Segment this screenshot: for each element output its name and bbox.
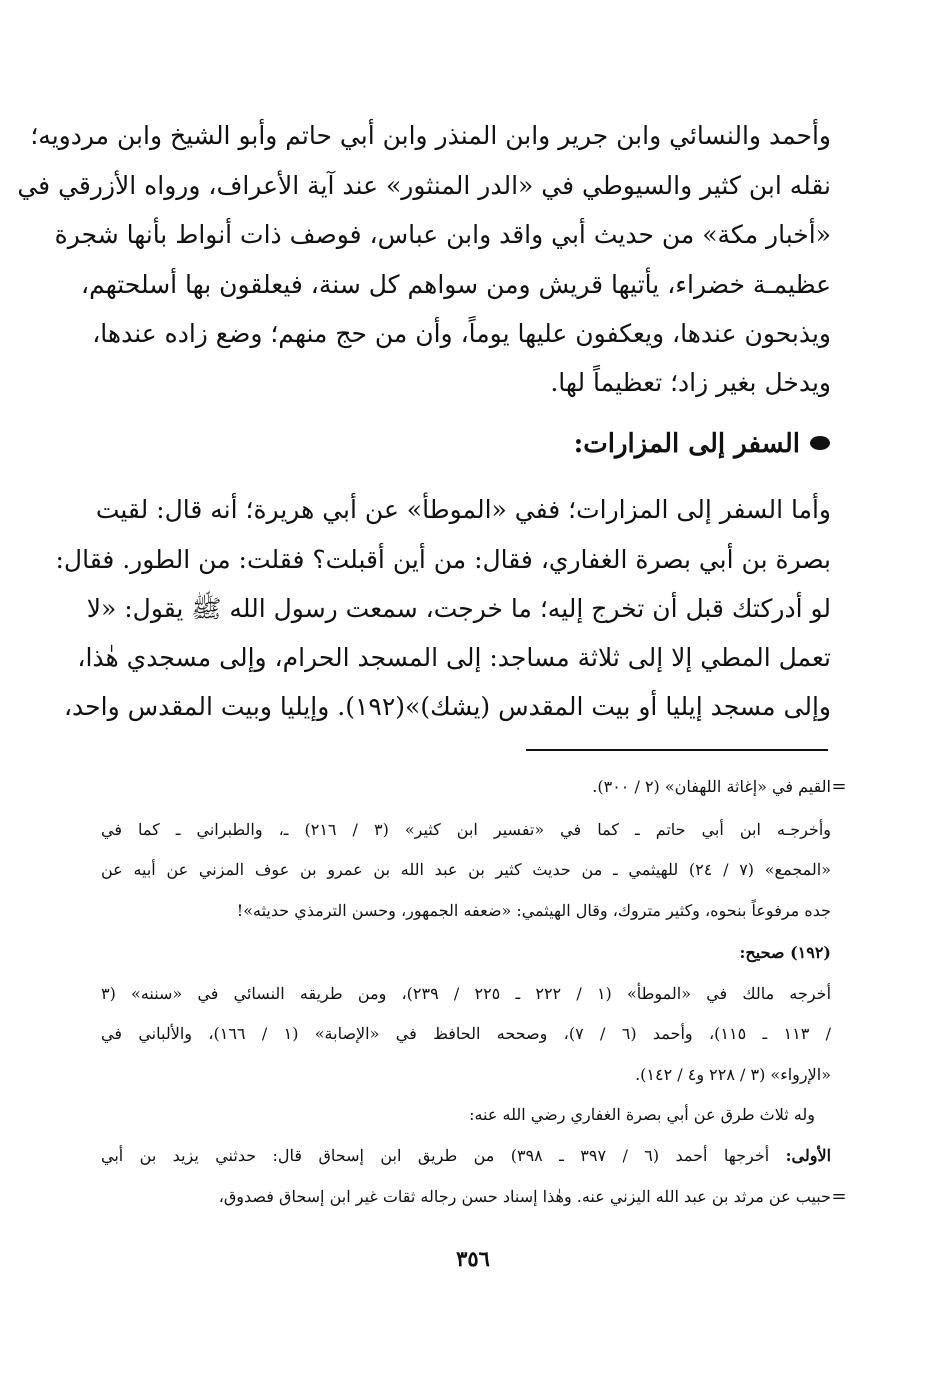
- footnote-separator: [526, 749, 828, 751]
- page-number: ٣٥٦: [456, 1246, 490, 1271]
- first-route-text: أخرجها أحمد (٦ / ٣٩٧ ـ ٣٩٨) من طريق ابن إسحاق قال: حدثني يزيد بن أبي: [101, 1146, 770, 1165]
- body-line-4: عظيمـة خضراء، يأتيها قريش ومن سواهم كل سنة، فيعلقون بها أسلحتهم،: [81, 270, 831, 299]
- footnote-line-2: وأخرجـه ابن أبي حاتم ـ كما في «تفسير ابن كثير» (٣ / ٢١٦) ـ، والطبراني ـ كما في: [101, 820, 832, 839]
- section-line-4: تعمل المطي إلا إلى ثلاثة مساجد: إلى المسجد الحرام، وإلى مسجدي هٰذا،: [77, 643, 831, 672]
- body-line-5: ويذبحون عندها، ويعكفون عليها يوماً، وأن من حج منهم؛ وضع زاده عندها،: [92, 319, 831, 348]
- footnote-line-6: أخرجه مالك في «الموطأ» (١ / ٢٢٢ ـ ٢٢٥ / ٢٣٩)، ومن طريقه النسائي في «سننه» (٣: [101, 984, 832, 1003]
- body-line-1: وأحمد والنسائي وابن جرير وابن المنذر وابن أبي حاتم وأبو الشيخ وابن مردويه؛: [30, 121, 831, 150]
- footnote-number-192: (١٩٢) صحيح:: [739, 943, 831, 962]
- section-line-1: وأما السفر إلى المزارات؛ ففي «الموطأ» عن أبي هريرة؛ أنه قال: لقيت: [95, 495, 831, 524]
- footnote-line-10: [101, 1142, 831, 1174]
- body-line-3: «أخبار مكة» من حديث أبي واقد وابن عباس، فوصف ذات أنواط بأنها شجرة: [54, 220, 831, 249]
- continuation-mark-bottom: =: [831, 1186, 847, 1207]
- body-line-2: نقله ابن كثير والسيوطي في «الدر المنثور» عند آية الأعراف، ورواه الأزرقي في: [17, 171, 831, 200]
- first-route-label: الأولى:: [785, 1146, 832, 1165]
- section-line-5: وإلى مسجد إيليا أو بيت المقدس (يشك)»(١٩٢). وإيليا وبيت المقدس واحد،: [63, 692, 831, 721]
- continuation-mark-top: =: [831, 776, 847, 797]
- footnote-line-1: القيم في «إغاثة اللهفان» (٢ / ٣٠٠).: [592, 777, 831, 796]
- footnote-line-7: / ١١٣ ـ ١١٥)، وأحمد (٦ / ٧)، وصححه الحافظ في «الإصابة» (١ / ١٦٦)، والألباني في: [101, 1024, 832, 1043]
- section-line-3: لو أدركتك قبل أن تخرج إليه؛ ما خرجت، سمعت رسول الله ﷺ يقول: «لا: [86, 594, 831, 623]
- footnote-line-11: حبيب عن مرثد بن عبد الله اليزني عنه. وهٰذا إسناد حسن رجاله ثقات غير ابن إسحاق فصدوق،: [218, 1187, 831, 1206]
- footnote-line-4: جده مرفوعاً بنحوه، وكثير متروك، وقال الهيثمي: «ضعفه الجمهور، وحسن الترمذي حديثه»!: [236, 901, 831, 920]
- footnote-line-9: وله ثلاث طرق عن أبي بصرة الغفاري رضي الله عنه:: [469, 1105, 815, 1124]
- section-line-2: بصرة بن أبي بصرة الغفاري، فقال: من أين أقبلت؟ فقلت: من الطور. فقال:: [55, 545, 831, 574]
- body-line-6: ويدخل بغير زاد؛ تعظيماً لها.: [550, 368, 831, 397]
- section-heading: [574, 424, 830, 468]
- footnote-line-8: «الإرواء» (٣ / ٢٢٨ و٤ / ١٤٢).: [635, 1065, 831, 1084]
- bullet-icon: [810, 436, 830, 450]
- section-title: السفر إلى المزارات:: [573, 429, 800, 459]
- footnote-line-3: «المجمع» (٧ / ٢٤) للهيثمي ـ من حديث كثير بن عبد الله بن عمرو بن عوف المزني عن أبيه عن: [101, 860, 832, 879]
